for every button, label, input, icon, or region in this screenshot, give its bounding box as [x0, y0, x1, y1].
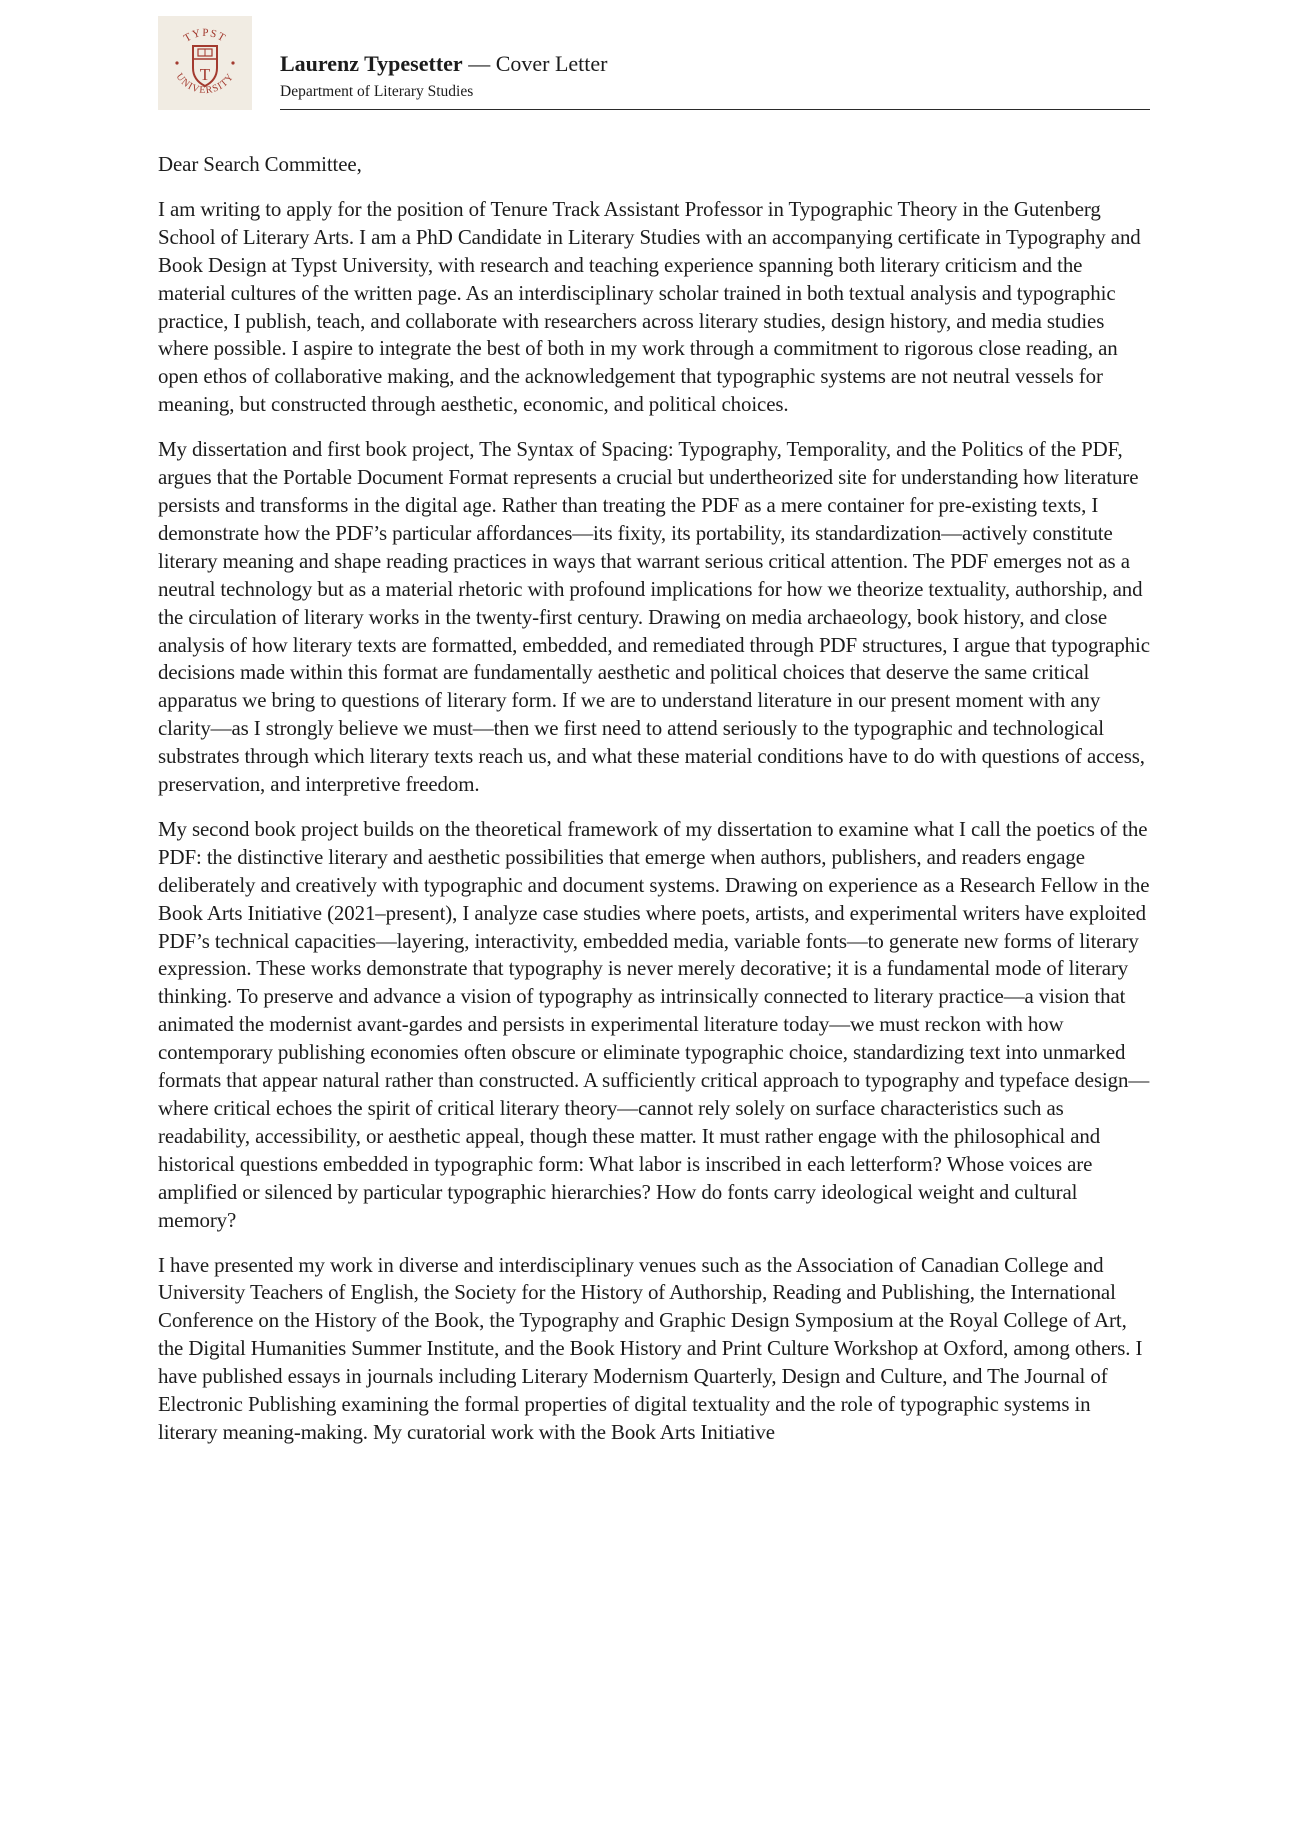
seal-bottom-text: UNIVERSITY [173, 71, 237, 97]
salutation: Dear Search Committee, [158, 152, 362, 176]
paragraph-second-book: My second book project builds on the theoretical framework of my dissertation to examine what I call the poetics of the PDF: the distinctive literary and aesthetic possibilities that emerge when authors, publishers, and readers engage deliberately and creatively with typographic and document systems. Drawing on experience as a Research Fellow in the Book Arts Initiative (2021–present), I analyze case studies where poets, artists, and experimental writers have exploited PDF’s technical capacities—layering, interactivity, embedded media, variable fonts—to generate new forms of literary expression. These works demonstrate that typography is never merely decorative; it is a fundamental mode of literary thinking. To preserve and advance a vision of typography as intrinsically connected to literary practice—a vision that animated the modernist avant-gardes and persists in experimental literature today—we must reckon with how contemporary publishing economies often obscure or eliminate typographic choice, standardizing text into unmarked formats that appear natural rather than constructed. A sufficiently critical approach to typography and typeface design—where critical echoes the spirit of critical literary theory—cannot rely solely on surface characteristics such as readability, accessibility, or aesthetic appeal, though these matter. It must rather engage with the philosophical and historical questions embedded in typographic form: What labor is inscribed in each letterform? Whose voices are amplified or silenced by particular typographic hierarchies? How do fonts carry ideological weight and cultural memory? [158, 816, 1150, 1232]
paragraph-dissertation: My dissertation and first book project, The Syntax of Spacing: Typography, Temporality, and the Politics of the PDF, argues that the Portable Document Format represents a crucial but undertheorized site for understanding how literature persists and transforms in the digital age. Rather than treating the PDF as a mere container for pre-existing texts, I demonstrate how the PDF’s particular affordances—its fixity, its portability, its standardization—actively constitute literary meaning and shape reading practices in ways that warrant serious critical attention. The PDF emerges not as a neutral technology but as a material rhetoric with profound implications for how we theorize textuality, authorship, and the circulation of literary works in the twenty-first century. Drawing on media archaeology, book history, and close analysis of how literary texts are formatted, embedded, and remediated through PDF structures, I argue that typographic decisions made within this format are fundamentally aesthetic and political choices that deserve the same critical apparatus we bring to questions of literary form. If we are to understand literature in our present moment with any clarity—as I strongly believe we must—then we first need to attend seriously to the typographic and technological substrates through which literary texts reach us, and what these material conditions have to do with questions of access, preservation, and interpretive freedom. [158, 437, 1150, 797]
paragraph-intro: I am writing to apply for the position of Tenure Track Assistant Professor in Typographic Theory in the Gutenberg School of Literary Arts. I am a PhD Candidate in Literary Studies with an accompanying certificate in Typography and Book Design at Typst University, with research and teaching experience spanning both literary criticism and the material cultures of the written page. As an interdisciplinary scholar trained in both textual analysis and typographic practice, I publish, teach, and collaborate with researchers across literary studies, design history, and media studies where possible. I aspire to integrate the best of both in my work through a commitment to rigorous close reading, an open ethos of collaborative making, and the acknowledgement that typographic systems are not neutral vessels for meaning, but constructed through aesthetic, economic, and political choices. [158, 196, 1141, 417]
letterhead-title [280, 50, 1150, 78]
seal-top-text: TYPST [181, 26, 229, 45]
letter-body [158, 151, 1150, 1464]
paragraph-presentations: I have presented my work in diverse and interdisciplinary venues such as the Association of Canadian College and University Teachers of English, the Society for the History of Authorship, Reading and Publishing, the International Conference on the History of the Book, the Typography and Graphic Design Symposium at the Royal College of Art, the Digital Humanities Summer Institute, and the Book History and Print Culture Workshop at Oxford, among others. I have published essays in journals including Literary Modernism Quarterly, Design and Culture, and The Journal of Electronic Publishing examining the formal properties of digital textuality and the role of typographic systems in literary meaning-making. My curatorial work with the Book Arts Initiative [158, 1252, 1143, 1444]
author-name: Laurenz Typesetter [280, 51, 463, 76]
department-name: Department of Literary Studies [280, 83, 474, 100]
letterhead [158, 16, 1150, 112]
university-seal-icon [158, 16, 252, 110]
document-title: Cover Letter [495, 51, 608, 76]
title-separator: — [462, 51, 496, 76]
university-logo [158, 16, 252, 110]
letterhead-text [280, 50, 1150, 102]
seal-letter: T [199, 65, 211, 84]
header-divider [280, 109, 1150, 110]
